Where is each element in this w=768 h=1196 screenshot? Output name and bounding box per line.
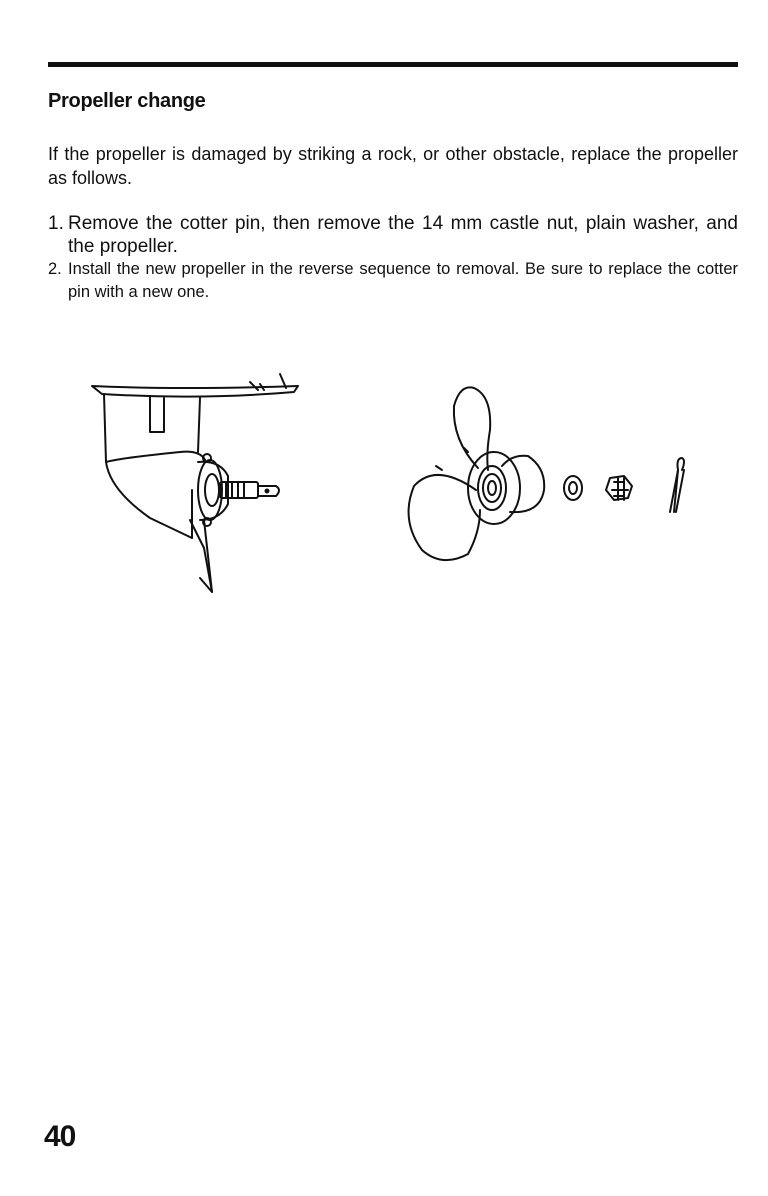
top-rule <box>48 62 738 67</box>
page-number: 40 <box>44 1120 76 1153</box>
section-title: Propeller change <box>48 90 206 112</box>
cotter-pin-icon <box>670 458 684 512</box>
step-number: 2. <box>48 260 62 278</box>
step-number: 1. <box>48 213 64 234</box>
step-text: Install the new propeller in the reverse sequence to removal. Be sure to replace the cotter pin with a new one. <box>68 260 738 301</box>
step-text: Remove the cotter pin, then remove the 14 mm castle nut, plain washer, and the propeller. <box>68 213 738 257</box>
castle-nut-icon <box>606 476 632 500</box>
gearcase-shaft-icon <box>92 374 298 592</box>
step-item <box>48 258 738 304</box>
propeller-icon <box>409 387 545 560</box>
propeller-figure <box>80 370 700 610</box>
step-item <box>48 212 738 258</box>
steps-list <box>48 212 738 304</box>
plain-washer-icon <box>564 476 582 500</box>
intro-paragraph: If the propeller is damaged by striking a rock, or other obstacle, replace the propeller as follows. <box>48 144 738 188</box>
